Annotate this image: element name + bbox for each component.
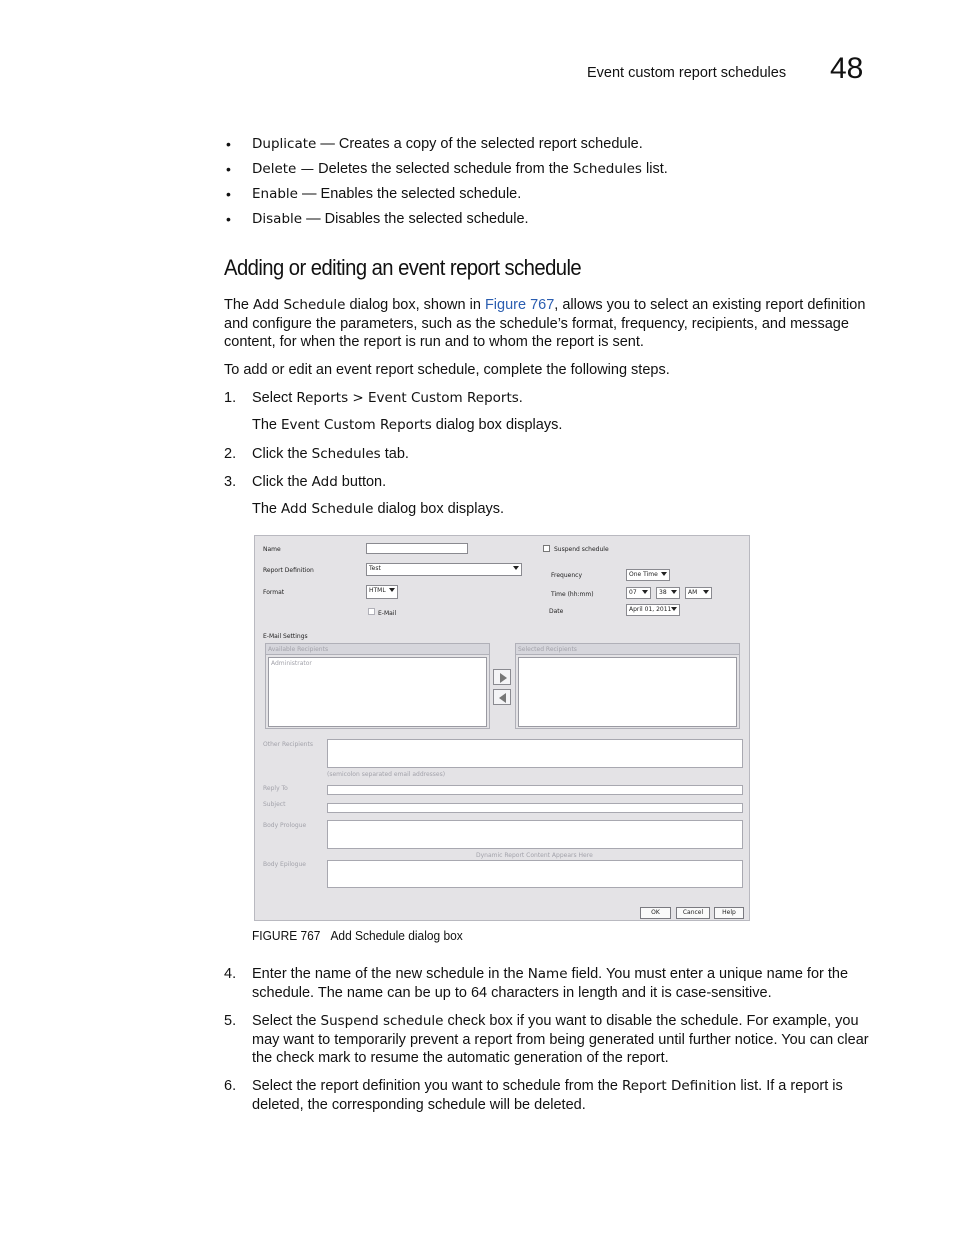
text-run: button. bbox=[337, 474, 387, 490]
text-run: check box if you want to disable the schedule. For example, you may want to temporarily prevent a report from being generated until further notice. You can clear the check mark to resume the automatic generation of the report. bbox=[252, 1013, 869, 1066]
text-run: field. You must enter a unique name for the schedule. The name can be up to 64 characters in length and it is case-sensitive. bbox=[252, 966, 849, 1001]
step-number: 5. bbox=[224, 1013, 237, 1029]
arrow-right-icon bbox=[500, 673, 507, 683]
figure-caption bbox=[252, 928, 463, 943]
time-minute-select[interactable] bbox=[656, 587, 680, 599]
chevron-down-icon bbox=[642, 590, 648, 594]
dynamic-content-note: Dynamic Report Content Appears Here bbox=[476, 852, 593, 859]
subject-label: Subject bbox=[263, 801, 286, 808]
add-recipient-button[interactable] bbox=[493, 669, 511, 685]
bullet-text: Deletes the selected schedule from the bbox=[314, 161, 573, 177]
bullet-dot: • bbox=[226, 186, 231, 202]
bullet-dot: • bbox=[226, 161, 231, 177]
figure-title: Add Schedule dialog box bbox=[330, 928, 463, 943]
selected-recipients-panel bbox=[515, 643, 740, 729]
time-minute-value: 38 bbox=[659, 589, 667, 596]
date-value: April 01, 2011 bbox=[629, 606, 672, 613]
step-number: 2. bbox=[224, 446, 237, 462]
remove-recipient-button[interactable] bbox=[493, 689, 511, 705]
chevron-down-icon bbox=[389, 588, 395, 592]
keyword: Add bbox=[311, 474, 338, 490]
suspend-label: Suspend schedule bbox=[554, 546, 609, 553]
keyword: Suspend schedule bbox=[320, 1013, 444, 1029]
bullet-dot: • bbox=[226, 136, 231, 152]
chapter-number: 48 bbox=[830, 52, 864, 85]
intro-paragraph-2: To add or edit an event report schedule, complete the following steps. bbox=[224, 362, 670, 378]
subject-input[interactable] bbox=[327, 803, 743, 813]
chevron-down-icon bbox=[513, 566, 519, 570]
text-run: dialog box displays. bbox=[373, 501, 505, 517]
text-run: . bbox=[518, 390, 523, 406]
time-hour-select[interactable] bbox=[626, 587, 651, 599]
time-ampm-select[interactable] bbox=[685, 587, 712, 599]
email-checkbox-label: E-Mail bbox=[378, 610, 397, 617]
text-run: , allows you to select an existing report definition and configure the parameters, such as the schedule’s format, frequency, recipients, and message content, for when the report is run and to whom the report is sent. bbox=[224, 297, 866, 350]
report-definition-value: Test bbox=[369, 565, 381, 572]
intro-paragraph bbox=[224, 296, 869, 352]
body-epilogue-input[interactable] bbox=[327, 860, 743, 888]
bullet-keyword: Enable bbox=[252, 186, 298, 202]
step-number: 3. bbox=[224, 474, 237, 490]
format-select[interactable] bbox=[366, 585, 398, 599]
date-label: Date bbox=[549, 608, 564, 615]
body-prologue-label: Body Prologue bbox=[263, 822, 307, 829]
keyword: Add Schedule bbox=[281, 501, 374, 517]
bullet-keyword: Disable bbox=[252, 211, 303, 227]
email-settings-label: E-Mail Settings bbox=[263, 633, 308, 640]
step-subnote bbox=[252, 417, 562, 433]
other-recipients-hint: (semicolon separated email addresses) bbox=[327, 771, 446, 778]
text-run: dialog box, shown in bbox=[345, 297, 485, 313]
text-run: dialog box displays. bbox=[431, 417, 563, 433]
list-item[interactable]: Administrator bbox=[271, 660, 312, 667]
other-recipients-input[interactable] bbox=[327, 739, 743, 768]
ok-button[interactable]: OK bbox=[640, 907, 671, 919]
format-value: HTML bbox=[369, 587, 386, 594]
bullet-keyword: Delete — bbox=[252, 161, 315, 177]
name-input[interactable] bbox=[366, 543, 468, 554]
name-label: Name bbox=[263, 546, 281, 553]
suspend-checkbox[interactable] bbox=[543, 545, 550, 552]
report-definition-label: Report Definition bbox=[263, 567, 314, 574]
bullet-text: — Enables the selected schedule. bbox=[297, 186, 522, 202]
reply-to-input[interactable] bbox=[327, 785, 743, 795]
bullet-text-2: list. bbox=[641, 161, 668, 177]
keyword: Name bbox=[527, 966, 568, 982]
section-heading: Adding or editing an event report schedule bbox=[224, 255, 582, 280]
text-run: Select the report definition you want to schedule from the bbox=[252, 1078, 622, 1094]
text-run: list. If a report is deleted, the corresponding schedule will be deleted. bbox=[252, 1078, 843, 1113]
step-number: 6. bbox=[224, 1078, 237, 1094]
time-ampm-value: AM bbox=[688, 589, 698, 596]
chevron-down-icon bbox=[661, 572, 667, 576]
available-recipients-header: Available Recipients bbox=[266, 644, 489, 655]
bullet-dot: • bbox=[226, 211, 231, 227]
help-button[interactable]: Help bbox=[714, 907, 744, 919]
keyword: Event Custom Reports bbox=[281, 417, 432, 433]
step-number: 4. bbox=[224, 966, 237, 982]
available-recipients-panel bbox=[265, 643, 490, 729]
frequency-label: Frequency bbox=[551, 572, 582, 579]
date-select[interactable] bbox=[626, 604, 680, 616]
bullet-text: — Creates a copy of the selected report schedule. bbox=[316, 136, 643, 152]
text-run: The bbox=[252, 501, 282, 517]
bullet-keyword-2: Schedules bbox=[572, 161, 642, 177]
step-number: 1. bbox=[224, 390, 237, 406]
figure-number: FIGURE 767 bbox=[252, 928, 321, 943]
add-schedule-dialog bbox=[254, 535, 750, 921]
chevron-down-icon bbox=[703, 590, 709, 594]
chevron-down-icon bbox=[671, 590, 677, 594]
reply-to-label: Reply To bbox=[263, 785, 288, 792]
bullet-keyword: Duplicate bbox=[252, 136, 317, 152]
cancel-button[interactable]: Cancel bbox=[676, 907, 710, 919]
text-run: The bbox=[252, 417, 282, 433]
body-prologue-input[interactable] bbox=[327, 820, 743, 849]
time-label: Time (hh:mm) bbox=[551, 591, 594, 598]
email-checkbox[interactable] bbox=[368, 608, 375, 615]
bullet-text: — Disables the selected schedule. bbox=[302, 211, 529, 227]
other-recipients-label: Other Recipients bbox=[263, 741, 313, 748]
text-run: Enter the name of the new schedule in the bbox=[252, 966, 528, 982]
time-hour-value: 07 bbox=[629, 589, 637, 596]
text-run: tab. bbox=[380, 446, 409, 462]
step-subnote bbox=[252, 501, 504, 517]
available-recipients-list[interactable] bbox=[268, 657, 487, 727]
text-run: Click the bbox=[252, 474, 312, 490]
keyword: Reports > Event Custom Reports bbox=[296, 390, 519, 406]
selected-recipients-list[interactable] bbox=[518, 657, 737, 727]
keyword: Add Schedule bbox=[253, 297, 346, 313]
text-run: Select bbox=[252, 390, 297, 406]
selected-recipients-header: Selected Recipients bbox=[516, 644, 739, 655]
chevron-down-icon bbox=[671, 607, 677, 611]
text-run: Select the bbox=[252, 1013, 321, 1029]
keyword: Schedules bbox=[311, 446, 381, 462]
figure-link[interactable]: Figure 767 bbox=[484, 297, 555, 313]
running-header-title: Event custom report schedules bbox=[587, 65, 787, 81]
format-label: Format bbox=[263, 589, 285, 596]
keyword: Report Definition bbox=[621, 1078, 737, 1094]
text-run: The bbox=[224, 297, 254, 313]
report-definition-select[interactable] bbox=[366, 563, 522, 576]
body-epilogue-label: Body Epilogue bbox=[263, 861, 306, 868]
text-run: Click the bbox=[252, 446, 312, 462]
arrow-left-icon bbox=[499, 693, 506, 703]
frequency-select[interactable] bbox=[626, 569, 670, 581]
frequency-value: One Time bbox=[629, 571, 658, 578]
